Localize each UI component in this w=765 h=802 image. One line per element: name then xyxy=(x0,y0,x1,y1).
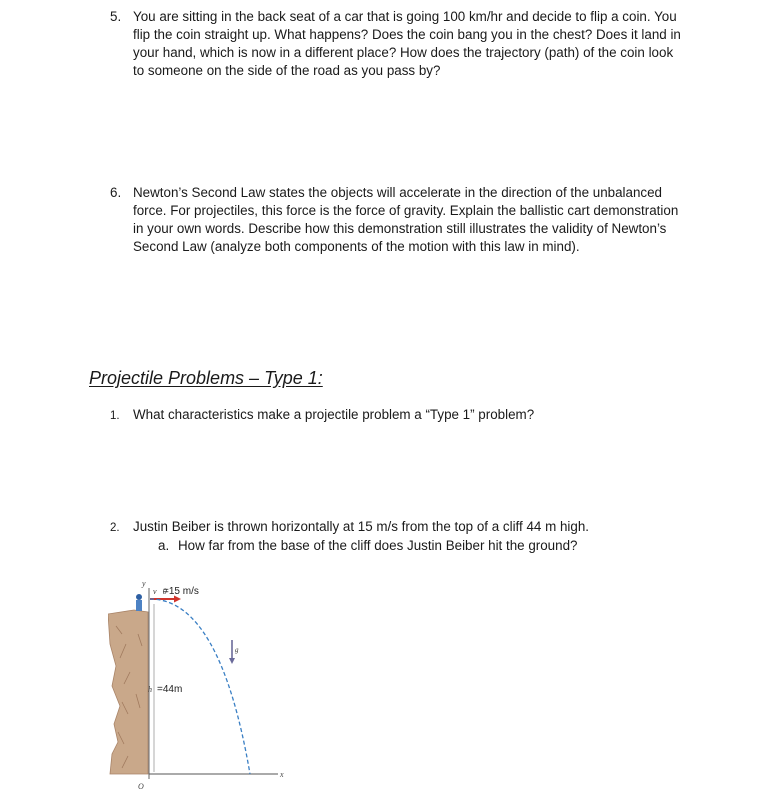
section-heading: Projectile Problems – Type 1: xyxy=(89,368,323,388)
problem-text: Justin Beiber is thrown horizontally at 15 m/s from the top of a cliff 44 m high. xyxy=(133,519,589,534)
sub-text: How far from the base of the cliff does Justin Beiber hit the ground? xyxy=(178,538,578,553)
problem-number: 2. xyxy=(110,522,120,534)
question-number: 6. xyxy=(110,185,122,200)
h-value: =44m xyxy=(157,684,183,695)
origin-label: O xyxy=(138,782,144,791)
y-axis-label: y xyxy=(142,579,146,588)
v0-value: =15 m/s xyxy=(163,586,199,597)
question-text: Newton’s Second Law states the objects will accelerate in the direction of the unbalanced force. For projectiles, this force is the force of gravity. Explain the ballistic cart demonstration in your own words. Describe how this demonstration still illustrates the validity of Newton’s Second Law (analyze both components of the motion with this law in mind). xyxy=(133,185,679,254)
gravity-label: g⃗ xyxy=(235,646,244,654)
question-text: You are sitting in the back seat of a car that is going 100 km/hr and decide to flip a coin. You flip the coin straight up. What happens? Does the coin bang you in the chest? Does it land in your hand, which is now in a different place? How does the trajectory (path) of the coin look to someone on the side of the road as you pass by? xyxy=(133,9,681,78)
v0-symbol: v⃗0 xyxy=(153,587,167,596)
sub-letter: a. xyxy=(158,538,170,553)
cliff-projectile-diagram xyxy=(108,574,298,796)
x-axis-label: x xyxy=(280,770,284,779)
person-icon xyxy=(136,594,142,611)
cliff-shape xyxy=(108,610,148,774)
problem-text: What characteristics make a projectile problem a “Type 1” problem? xyxy=(133,407,535,422)
h-symbol: h xyxy=(148,685,152,694)
question-number: 5. xyxy=(110,9,122,24)
problem-number: 1. xyxy=(110,410,120,422)
gravity-arrow-head xyxy=(229,658,235,664)
